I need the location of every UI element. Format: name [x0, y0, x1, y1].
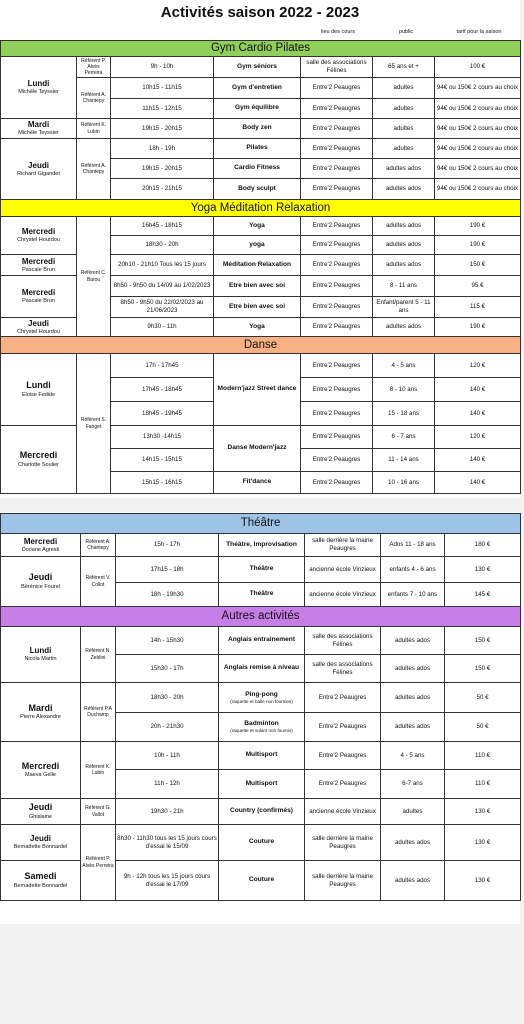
public-cell: Enfant/parent 5 - 11 ans: [373, 297, 435, 318]
teacher-name: Bernadette Bonnardel: [13, 882, 68, 889]
price-cell: 130 €: [445, 825, 521, 861]
section-danse: Danse: [1, 337, 521, 354]
time-cell: 15h30 - 17h: [116, 655, 219, 683]
time-cell: 9h - 10h: [111, 57, 214, 78]
place-cell: Entre'2 Peaugres: [301, 318, 373, 337]
referent-cell: Référent K. Lubin: [81, 742, 116, 799]
public-cell: enfants 4 - 6 ans: [381, 557, 445, 583]
activity-cell: Danse Modern'jazz: [214, 426, 301, 472]
section-gym: Gym Cardio Pilates: [1, 41, 521, 57]
place-cell: Entre'2 Peaugres: [301, 255, 373, 276]
activity-cell: Théâtre: [219, 583, 305, 607]
teacher-name: Chrystel Hourdou: [17, 237, 60, 244]
place-cell: ancienne école Vinzieux: [305, 557, 381, 583]
public-cell: adultes ados: [373, 255, 435, 276]
price-cell: 190 €: [435, 318, 521, 337]
day-name: Mercredi: [21, 227, 56, 237]
activity-cell: Théâtre, Improvisation: [219, 534, 305, 557]
day-cell: [1, 354, 77, 426]
time-cell: 15h - 17h: [116, 534, 219, 557]
public-cell: 4 - 5 ans: [373, 354, 435, 378]
teacher-name: Nicola Martin: [24, 656, 57, 663]
price-cell: 120 €: [435, 354, 521, 378]
price-cell: 140 €: [435, 472, 521, 494]
time-cell: 14h15 - 15h15: [111, 449, 214, 472]
place-cell: Entre'2 Peaugres: [301, 139, 373, 159]
time-cell: 8h50 - 9h50 du 14/09 au 1/02/2023: [111, 276, 214, 297]
public-cell: adultes ados: [373, 217, 435, 236]
place-cell: salle des associations Félines: [301, 57, 373, 78]
activity-cell: yoga: [214, 236, 301, 255]
time-cell: 18h45 - 19h45: [111, 402, 214, 426]
public-cell: adultes ados: [373, 318, 435, 337]
activity-cell: Anglais entrainement: [219, 627, 305, 655]
time-cell: 17h15 - 18h: [116, 557, 219, 583]
schedule-table-1: [0, 40, 521, 494]
day-name: Jeudi: [28, 318, 49, 328]
page-title: Activités saison 2022 - 2023: [160, 4, 360, 21]
day-name: Mercredi: [21, 760, 60, 771]
public-cell: adultes ados: [381, 683, 445, 713]
public-cell: adultes ados: [381, 627, 445, 655]
activity-cell: Body zen: [214, 119, 301, 139]
public-cell: 65 ans et +: [373, 57, 435, 78]
teacher-name: Pierre Alexandre: [20, 714, 61, 721]
day-name: Lundi: [29, 646, 52, 656]
price-cell: 50 €: [445, 683, 521, 713]
teacher-name: Richard Gigandet: [17, 170, 60, 177]
price-cell: 94€ ou 150€ 2 cours au choix: [435, 159, 521, 179]
teacher-name: Doriane Agresti: [21, 546, 60, 553]
activity-name: Badminton: [244, 720, 279, 728]
day-name: Jeudi: [28, 160, 49, 170]
time-cell: 18h30 - 20h: [116, 683, 219, 713]
referent-cell: Référent A. Chantepy: [77, 78, 111, 119]
referent-cell: Référent P.A Duchamp: [81, 683, 116, 742]
activity-cell: Etre bien avec soi: [214, 276, 301, 297]
place-cell: Entre'2 Peaugres: [301, 402, 373, 426]
activity-cell: Anglais remise à niveau: [219, 655, 305, 683]
price-cell: 140 €: [435, 378, 521, 402]
activity-cell: Gym équilibre: [214, 99, 301, 119]
activity-cell: Gym d'entretien: [214, 78, 301, 99]
day-cell: [1, 825, 81, 861]
time-cell: 9h - 12h tous les 15 jours cours d'essai le 17/09: [116, 861, 219, 901]
public-cell: 4 - 5 ans: [381, 742, 445, 770]
public-cell: 8 - 11 ans: [373, 276, 435, 297]
page-2: [0, 512, 520, 924]
place-cell: Entre'2 Peaugres: [301, 472, 373, 494]
activity-cell: Théâtre: [219, 557, 305, 583]
teacher-name: Pascale Brun: [22, 266, 55, 273]
public-cell: Ados 11 - 18 ans: [381, 534, 445, 557]
place-cell: Entre'2 Peaugres: [301, 449, 373, 472]
teacher-name: Michèle Teyssier: [18, 89, 59, 96]
teacher-name: Chrystel Hourdou: [17, 328, 60, 335]
public-cell: adultes: [381, 799, 445, 825]
public-cell: adultes: [373, 78, 435, 99]
header-public: public: [398, 29, 414, 35]
referent-cell: Référent A. Chantepy: [77, 139, 111, 200]
activity-cell: Méditation Relaxation: [214, 255, 301, 276]
time-cell: 11h - 12h: [116, 770, 219, 799]
time-cell: 20h15 - 21h15: [111, 179, 214, 200]
activity-cell: Country (confirmés): [219, 799, 305, 825]
activity-cell: Couture: [219, 861, 305, 901]
price-cell: 145 €: [445, 583, 521, 607]
day-cell: [1, 799, 81, 825]
day-cell: [1, 276, 77, 318]
time-cell: 16h45 - 18h15: [111, 217, 214, 236]
teacher-name: Pascale Brun: [22, 298, 55, 305]
price-cell: 150 €: [445, 655, 521, 683]
referent-cell: Référent K. Lubin: [77, 119, 111, 139]
public-cell: adultes: [373, 119, 435, 139]
time-cell: 19h30 - 21h: [116, 799, 219, 825]
time-cell: 10h - 11h: [116, 742, 219, 770]
price-cell: 190 €: [435, 217, 521, 236]
public-cell: 11 - 14 ans: [373, 449, 435, 472]
place-cell: ancienne école Vinzieux: [305, 583, 381, 607]
activity-cell: Cardio Fitness: [214, 159, 301, 179]
day-cell: [1, 742, 81, 799]
header-lieu: lieu des cours: [321, 29, 355, 35]
activity-cell: Multisport: [219, 742, 305, 770]
activity-cell: [219, 683, 305, 713]
activity-cell: Pilates: [214, 139, 301, 159]
price-cell: 95 €: [435, 276, 521, 297]
day-name: Jeudi: [28, 802, 53, 813]
day-cell: [1, 426, 77, 494]
day-cell: [1, 318, 77, 337]
time-cell: 20h - 21h30: [116, 713, 219, 742]
day-cell: [1, 57, 77, 119]
day-cell: [1, 255, 77, 276]
place-cell: Entre'2 Peaugres: [301, 297, 373, 318]
referent-cell: Référent P. Alvès Perreira: [77, 57, 111, 78]
public-cell: adultes ados: [381, 655, 445, 683]
public-cell: 10 - 16 ans: [373, 472, 435, 494]
public-cell: adultes ados: [373, 159, 435, 179]
activity-cell: Fit'dance: [214, 472, 301, 494]
referent-cell: Référent G. Vallot: [81, 799, 116, 825]
public-cell: adultes: [373, 139, 435, 159]
price-cell: 100 €: [435, 57, 521, 78]
activity-cell: Gym séniors: [214, 57, 301, 78]
referent-cell: Référent A. Chantepy: [81, 534, 116, 557]
public-cell: enfants 7 - 10 ans: [381, 583, 445, 607]
time-cell: 17h - 17h45: [111, 354, 214, 378]
public-cell: adultes ados: [381, 713, 445, 742]
day-cell: [1, 627, 81, 683]
day-name: Jeudi: [28, 572, 53, 583]
place-cell: Entre'2 Peaugres: [301, 159, 373, 179]
place-cell: Entre'2 Peaugres: [301, 354, 373, 378]
page-1: [0, 0, 520, 498]
referent-cell: Référent N. Zeblini: [81, 627, 116, 683]
price-cell: 110 €: [445, 742, 521, 770]
day-cell: [1, 683, 81, 742]
price-cell: 140 €: [435, 402, 521, 426]
price-cell: 120 €: [435, 426, 521, 449]
day-name: Mercredi: [21, 256, 56, 266]
public-cell: 6 - 7 ans: [373, 426, 435, 449]
teacher-name: Ghislaine: [29, 813, 52, 820]
time-cell: 20h10 - 21h10 Tous les 15 jours: [111, 255, 214, 276]
place-cell: salle derrière la mairie Peaugres: [305, 825, 381, 861]
time-cell: 19h15 - 20h15: [111, 119, 214, 139]
place-cell: Entre'2 Peaugres: [301, 426, 373, 449]
referent-cell: Référent C. Barou: [77, 217, 111, 337]
section-autres: Autres activités: [1, 607, 521, 627]
day-cell: [1, 557, 81, 607]
price-cell: 94€ ou 150€ 2 cours au choix: [435, 99, 521, 119]
activity-cell: Multisport: [219, 770, 305, 799]
price-cell: 94€ ou 150€ 2 cours au choix: [435, 119, 521, 139]
public-cell: adultes ados: [373, 236, 435, 255]
activity-cell: Couture: [219, 825, 305, 861]
day-name: Samedi: [24, 871, 57, 882]
day-name: Lundi: [27, 79, 50, 89]
price-cell: 115 €: [435, 297, 521, 318]
section-yoga: Yoga Méditation Relaxation: [1, 200, 521, 217]
place-cell: ancienne école Vinzieux: [305, 799, 381, 825]
day-cell: [1, 534, 81, 557]
place-cell: salle derrière la mairie Peaugres: [305, 861, 381, 901]
referent-cell: Référent P. Alvès Perreira: [81, 825, 116, 901]
activity-name: Ping-pong: [245, 690, 278, 698]
price-cell: 190 €: [435, 236, 521, 255]
time-cell: 19h15 - 20h15: [111, 159, 214, 179]
public-cell: 6-7 ans: [381, 770, 445, 799]
public-cell: adultes ados: [373, 179, 435, 200]
place-cell: Entre'2 Peaugres: [301, 119, 373, 139]
activity-cell: Yoga: [214, 217, 301, 236]
time-cell: 8h30 - 11h30 tous les 15 jours cours d'essai le 15/09: [116, 825, 219, 861]
price-cell: 94€ ou 150€ 2 cours au choix: [435, 78, 521, 99]
teacher-name: Eloise Fedide: [21, 391, 56, 398]
price-cell: 150 €: [435, 255, 521, 276]
price-cell: 94€ ou 150€ 2 cours au choix: [435, 139, 521, 159]
place-cell: Entre'2 Peaugres: [305, 742, 381, 770]
activity-cell: Etre bien avec soi: [214, 297, 301, 318]
time-cell: 13h30 -14h15: [111, 426, 214, 449]
public-cell: 15 - 18 ans: [373, 402, 435, 426]
time-cell: 9h30 - 11h: [111, 318, 214, 337]
referent-cell: Référent S. Fanget: [77, 354, 111, 494]
activity-cell: Body sculpt: [214, 179, 301, 200]
day-name: Mardi: [27, 120, 50, 130]
time-cell: 18h - 19h30: [116, 583, 219, 607]
place-cell: Entre'2 Peaugres: [301, 217, 373, 236]
time-cell: 18h - 19h: [111, 139, 214, 159]
time-cell: 10h15 - 11h15: [111, 78, 214, 99]
place-cell: Entre'2 Peaugres: [305, 770, 381, 799]
teacher-name: Bernadette Bonnardel: [13, 844, 68, 851]
time-cell: 8h50 - 9h50 du 22/02/2023 au 21/06/2023: [111, 297, 214, 318]
header-tarif: tarif pour la saison: [456, 29, 502, 35]
price-cell: 130 €: [445, 861, 521, 901]
day-name: Mercredi: [19, 450, 58, 461]
activity-note: (raquette et balle non fournies): [230, 698, 293, 704]
teacher-name: Bérénice Fourel: [21, 583, 60, 590]
day-cell: [1, 217, 77, 255]
day-name: Mercredi: [23, 536, 58, 546]
place-cell: Entre'2 Peaugres: [305, 683, 381, 713]
time-cell: 15h15 - 16h15: [111, 472, 214, 494]
public-cell: 8 - 10 ans: [373, 378, 435, 402]
price-cell: 50 €: [445, 713, 521, 742]
activity-cell: [219, 713, 305, 742]
public-cell: adultes: [373, 99, 435, 119]
schedule-table-2: [0, 513, 521, 901]
day-name: Mercredi: [21, 288, 56, 298]
activity-note: (raquette et volant non fournis): [230, 728, 293, 734]
price-cell: 150 €: [445, 627, 521, 655]
teacher-name: Maeva Gelle: [25, 772, 56, 779]
time-cell: 14h - 15h30: [116, 627, 219, 655]
referent-cell: Référent V. Collot: [81, 557, 116, 607]
public-cell: adultes ados: [381, 825, 445, 861]
place-cell: salle des associations Félines: [305, 655, 381, 683]
day-cell: [1, 861, 81, 901]
day-name: Mardi: [28, 702, 53, 713]
price-cell: 94€ ou 150€ 2 cours au choix: [435, 179, 521, 200]
teacher-name: Charlotte Soulier: [18, 461, 59, 468]
day-name: Jeudi: [30, 834, 51, 844]
activity-cell: Modern'jazz Street dance: [214, 354, 301, 426]
time-cell: 17h45 - 18h45: [111, 378, 214, 402]
place-cell: Entre'2 Peaugres: [301, 99, 373, 119]
section-theatre: Théâtre: [1, 514, 521, 534]
teacher-name: Michèle Teyssier: [18, 130, 59, 137]
activity-cell: Yoga: [214, 318, 301, 337]
day-cell: [1, 119, 77, 139]
price-cell: 140 €: [435, 449, 521, 472]
price-cell: 180 €: [445, 534, 521, 557]
day-cell: [1, 139, 77, 200]
place-cell: Entre'2 Peaugres: [301, 236, 373, 255]
day-name: Lundi: [26, 380, 51, 391]
price-cell: 130 €: [445, 557, 521, 583]
time-cell: 11h15 - 12h15: [111, 99, 214, 119]
place-cell: Entre'2 Peaugres: [301, 276, 373, 297]
place-cell: salle derrière la mairie Peaugres: [305, 534, 381, 557]
time-cell: 18h30 - 20h: [111, 236, 214, 255]
price-cell: 130 €: [445, 799, 521, 825]
place-cell: salle des associations Félines: [305, 627, 381, 655]
place-cell: Entre'2 Peaugres: [305, 713, 381, 742]
price-cell: 110 €: [445, 770, 521, 799]
place-cell: Entre'2 Peaugres: [301, 179, 373, 200]
public-cell: adultes ados: [381, 861, 445, 901]
place-cell: Entre'2 Peaugres: [301, 378, 373, 402]
place-cell: Entre'2 Peaugres: [301, 78, 373, 99]
